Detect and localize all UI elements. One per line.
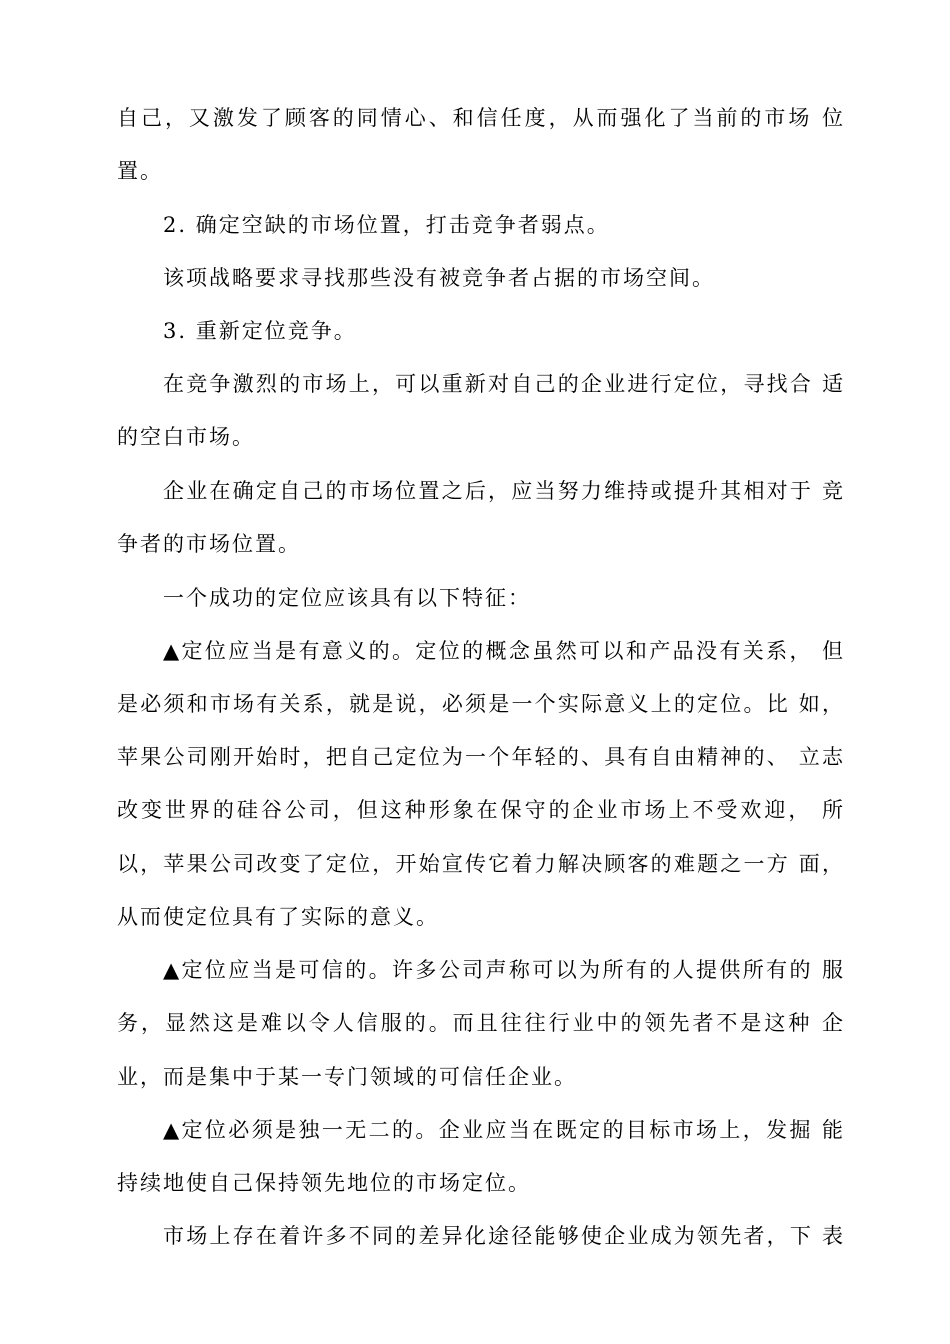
- text-line: 业，而是集中于某一专门领域的可信任企业。: [117, 1065, 577, 1089]
- text-line: 在竞争激烈的市场上，可以重新对自己的企业进行定位，寻找合 适: [163, 372, 843, 396]
- text-line: 市场上存在着许多不同的差异化途径能够使企业成为领先者，下 表: [163, 1224, 843, 1248]
- text-line: 是必须和市场有关系，就是说，必须是一个实际意义上的定位。比 如，: [117, 692, 843, 716]
- text-line: 以，苹果公司改变了定位，开始宣传它着力解决顾客的难题之一方 面，: [117, 852, 843, 876]
- text-line: 持续地使自己保持领先地位的市场定位。: [117, 1171, 531, 1195]
- text-line: 的空白市场。: [117, 425, 255, 449]
- text-line: 苹果公司刚开始时，把自己定位为一个年轻的、具有自由精神的、 立志: [117, 745, 843, 769]
- text-line: 自己，又激发了顾客的同情心、和信任度，从而强化了当前的市场 位: [117, 106, 843, 130]
- section-heading: 3. 重新定位竞争。: [163, 319, 357, 343]
- text-line: 争者的市场位置。: [117, 532, 301, 556]
- text-line: 务，显然这是难以令人信服的。而且往往行业中的领先者不是这种 企: [117, 1011, 843, 1035]
- text-line: 置。: [117, 159, 163, 183]
- text-line: 一个成功的定位应该具有以下特征：: [163, 586, 531, 610]
- text-line: 改变世界的硅谷公司，但这种形象在保守的企业市场上不受欢迎， 所: [117, 798, 843, 822]
- text-line: ▲定位应当是有意义的。定位的概念虽然可以和产品没有关系， 但: [163, 639, 843, 663]
- text-line: 企业在确定自己的市场位置之后，应当努力维持或提升其相对于 竞: [163, 479, 843, 503]
- text-line: 该项战略要求寻找那些没有被竞争者占据的市场空间。: [163, 266, 715, 290]
- text-line: ▲定位必须是独一无二的。企业应当在既定的目标市场上，发掘 能: [163, 1118, 843, 1142]
- section-heading: 2. 确定空缺的市场位置，打击竞争者弱点。: [163, 213, 610, 237]
- text-line: ▲定位应当是可信的。许多公司声称可以为所有的人提供所有的 服: [163, 958, 843, 982]
- text-line: 从而使定位具有了实际的意义。: [117, 905, 439, 929]
